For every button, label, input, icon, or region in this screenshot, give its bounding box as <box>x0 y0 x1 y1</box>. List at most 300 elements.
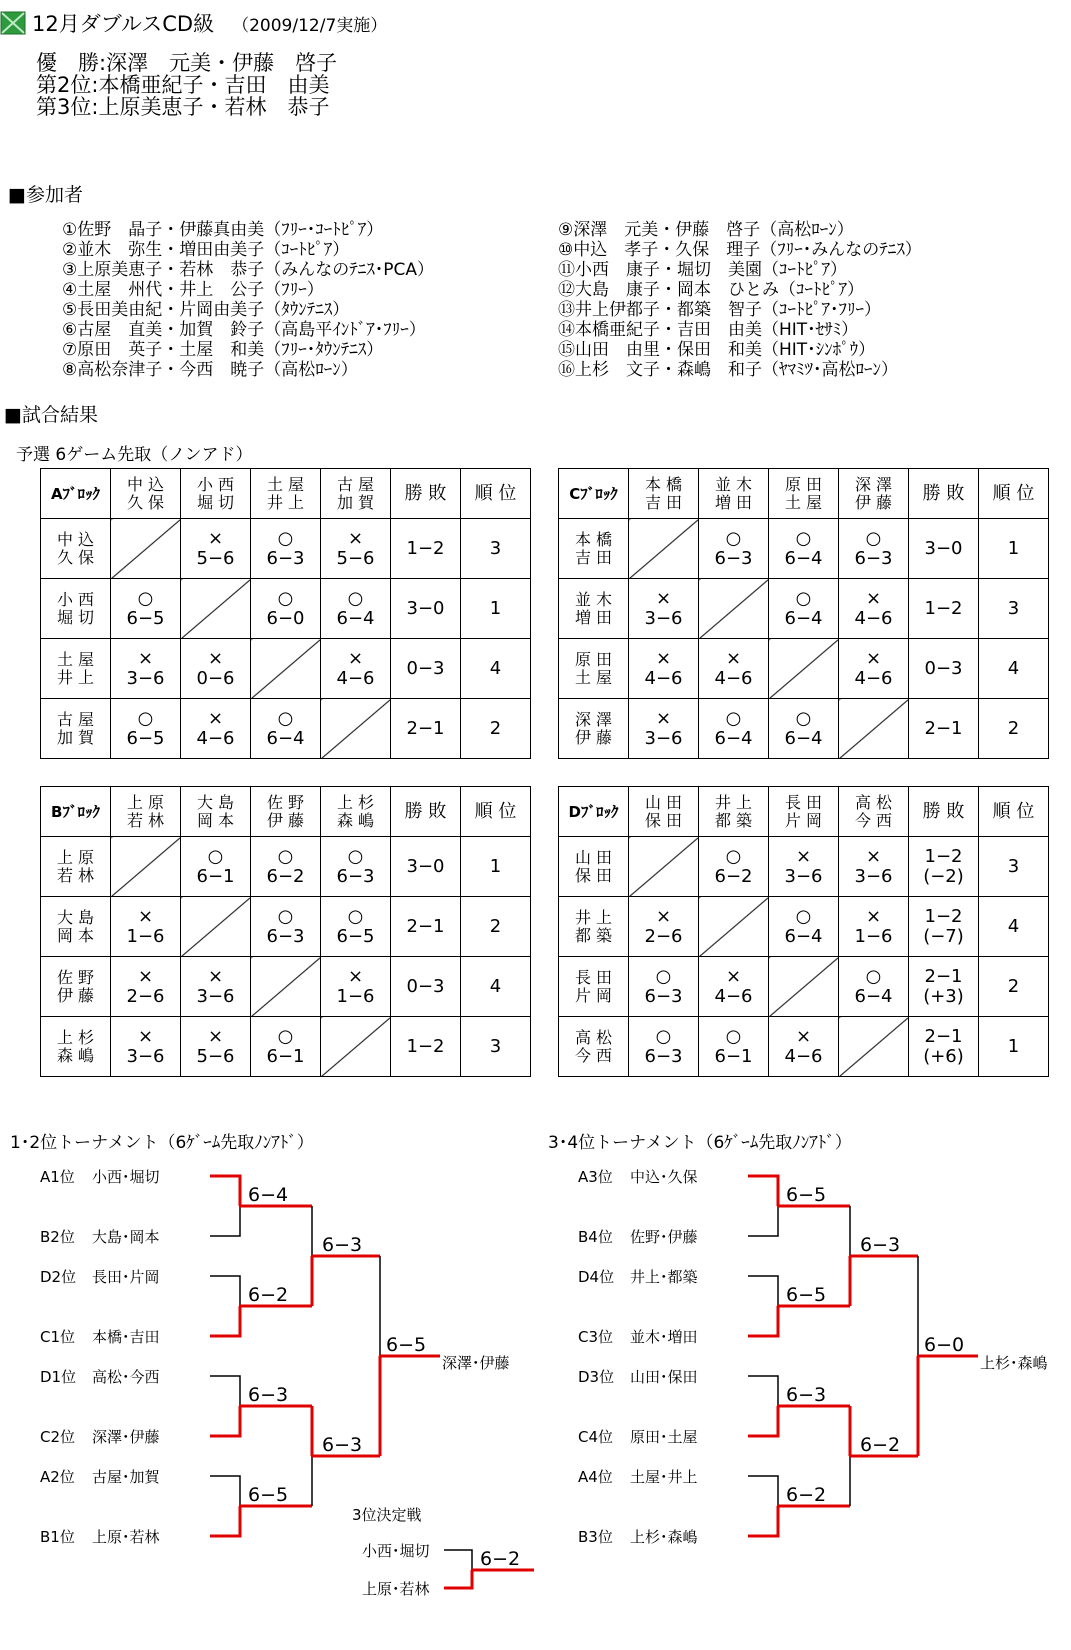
match-score: 6−5 <box>336 925 375 947</box>
team-member: 井 上 <box>56 667 95 687</box>
entry-team: 古屋･加賀 <box>92 1468 160 1486</box>
team-member: 今 西 <box>854 810 893 830</box>
team-member: 中 込 <box>126 474 165 494</box>
entry-team: 長田･片岡 <box>92 1268 160 1286</box>
entry-team: 大島･岡本 <box>92 1228 160 1246</box>
block-name: Cﾌﾞﾛｯｸ <box>559 469 629 519</box>
winloss-value: (−7) <box>923 925 964 947</box>
match-score: 6−3 <box>644 985 683 1007</box>
participant: ⑪小西 康子・堀切 美園（ｺｰﾄﾋﾟｱ） <box>558 260 847 280</box>
team-member: 久 保 <box>126 492 165 512</box>
match-score: 6−3 <box>336 865 375 887</box>
team-member: 長 田 <box>574 967 613 987</box>
match-score: 6−0 <box>266 607 305 629</box>
bracket-line <box>210 1176 240 1206</box>
result-mark: × <box>865 587 882 609</box>
match-score: 6−4 <box>784 547 823 569</box>
rank-cell: 1 <box>979 519 1049 579</box>
rank-cell: 2 <box>461 897 531 957</box>
seed-label: A3位 <box>578 1168 613 1186</box>
result-mark: ○ <box>207 845 224 867</box>
team-member: 古 屋 <box>56 709 95 729</box>
match-score: 1−6 <box>126 925 165 947</box>
bracket-line <box>210 1206 240 1236</box>
rank-cell: 1 <box>979 1017 1049 1077</box>
result-mark: × <box>655 647 672 669</box>
entry-team: 中込･久保 <box>630 1168 698 1186</box>
participants-heading: ■参加者 <box>8 184 83 206</box>
rank-header: 順 位 <box>461 787 531 837</box>
entry-team: 佐野･伊藤 <box>630 1228 698 1246</box>
team-member: 並 木 <box>714 474 753 494</box>
team-member: 高 松 <box>854 792 893 812</box>
match-score: 5−6 <box>196 1045 235 1067</box>
seed-label: A1位 <box>40 1168 75 1186</box>
match-score: 6−4 <box>266 727 305 749</box>
participant: ⑭本橋亜紀子・吉田 由美（HIT･ｾｻﾐ） <box>558 320 859 340</box>
match-score: 6−3 <box>854 547 893 569</box>
winloss-value: 1−2 <box>924 845 963 867</box>
result-mark: ○ <box>347 587 364 609</box>
seed-label: C4位 <box>578 1428 614 1446</box>
rank-cell: 2 <box>979 957 1049 1017</box>
third-place-label: 3位決定戦 <box>352 1506 422 1524</box>
tournament-34-title: 3･4位トーナメント（6ｹﾞｰﾑ先取ﾉﾝｱﾄﾞ） <box>548 1133 852 1153</box>
team-member: 森 嶋 <box>336 810 375 830</box>
match-score: 6−2 <box>248 1284 289 1306</box>
third-place-score: 6−2 <box>480 1548 521 1570</box>
result-mark: ○ <box>277 905 294 927</box>
result-mark: × <box>725 965 742 987</box>
entry-team: 本橋･吉田 <box>92 1328 160 1346</box>
winner-names: 上原美恵子・若林 恭子 <box>98 95 330 119</box>
match-score: 4−6 <box>196 727 235 749</box>
match-score: 6−3 <box>786 1384 827 1406</box>
winloss-value: 0−3 <box>924 657 963 679</box>
result-mark: ○ <box>795 587 812 609</box>
bracket-line <box>210 1376 240 1406</box>
participant: ⑮山田 由里・保田 和美（HIT･ｼﾝﾎﾟｳ） <box>558 340 876 360</box>
result-mark: ○ <box>725 527 742 549</box>
team-member: 中 込 <box>56 529 95 549</box>
team-member: 加 賀 <box>56 727 95 747</box>
rank-cell: 4 <box>461 957 531 1017</box>
participant: ⑬井上伊都子・都築 智子（ｺｰﾄﾋﾟｱ･ﾌﾘｰ） <box>558 300 881 320</box>
rank-cell: 4 <box>979 897 1049 957</box>
result-mark: × <box>865 647 882 669</box>
team-member: 吉 田 <box>574 547 613 567</box>
winloss-value: 2−1 <box>406 717 445 739</box>
team-member: 山 田 <box>574 847 613 867</box>
result-mark: × <box>207 1025 224 1047</box>
team-member: 並 木 <box>574 589 613 609</box>
seed-label: A4位 <box>578 1468 613 1486</box>
winloss-header: 勝 敗 <box>391 469 461 519</box>
match-score: 5−6 <box>336 547 375 569</box>
team-member: 土 屋 <box>574 667 613 687</box>
result-mark: × <box>347 647 364 669</box>
team-member: 大 島 <box>56 907 95 927</box>
winloss-header: 勝 敗 <box>909 787 979 837</box>
entry-team: 原田･土屋 <box>630 1428 698 1446</box>
team-member: 小 西 <box>56 589 95 609</box>
rank-cell: 3 <box>461 1017 531 1077</box>
final-score: 6−0 <box>924 1334 965 1356</box>
seed-label: D3位 <box>578 1368 615 1386</box>
match-score: 3−6 <box>854 865 893 887</box>
rank-cell: 3 <box>979 837 1049 897</box>
team-member: 井 上 <box>266 492 305 512</box>
seed-label: B1位 <box>40 1528 75 1546</box>
team-member: 片 岡 <box>784 810 823 830</box>
team-member: 片 岡 <box>574 985 613 1005</box>
winloss-value: 2−1 <box>406 915 445 937</box>
event-date: （2009/12/7実施） <box>232 16 388 36</box>
result-mark: ○ <box>655 1025 672 1047</box>
team-member: 本 橋 <box>574 529 613 549</box>
team-member: 保 田 <box>574 865 613 885</box>
bracket-line <box>748 1176 778 1206</box>
participant: ⑧高松奈津子・今西 暁子（高松ﾛｰﾝ） <box>62 360 358 380</box>
result-mark: ○ <box>725 707 742 729</box>
winloss-value: 3−0 <box>406 855 445 877</box>
winloss-value: 1−2 <box>924 905 963 927</box>
bracket-line <box>210 1506 240 1536</box>
match-score: 6−4 <box>248 1184 289 1206</box>
team-member: 岡 本 <box>196 810 235 830</box>
seed-label: D2位 <box>40 1268 77 1286</box>
match-score: 6−1 <box>714 1045 753 1067</box>
match-score: 6−3 <box>266 925 305 947</box>
team-member: 伊 藤 <box>574 727 613 747</box>
team-member: 原 田 <box>574 649 613 669</box>
rank-cell: 1 <box>461 837 531 897</box>
entry-team: 山田･保田 <box>630 1368 698 1386</box>
match-score: 6−4 <box>336 607 375 629</box>
entry-team: 土屋･井上 <box>630 1468 698 1486</box>
result-mark: × <box>655 905 672 927</box>
seed-label: B3位 <box>578 1528 613 1546</box>
team-member: 伊 藤 <box>56 985 95 1005</box>
match-score: 6−3 <box>322 1234 363 1256</box>
result-mark: ○ <box>865 965 882 987</box>
rank-cell: 2 <box>461 699 531 759</box>
team-member: 山 田 <box>644 792 683 812</box>
winloss-value: 1−2 <box>406 1035 445 1057</box>
rank-header: 順 位 <box>461 469 531 519</box>
team-member: 土 屋 <box>56 649 95 669</box>
match-score: 3−6 <box>126 667 165 689</box>
match-score: 6−5 <box>126 607 165 629</box>
result-mark: × <box>655 707 672 729</box>
team-member: 長 田 <box>784 792 823 812</box>
team-member: 井 上 <box>574 907 613 927</box>
bracket-line <box>210 1476 240 1506</box>
match-score: 3−6 <box>126 1045 165 1067</box>
team-member: 高 松 <box>574 1027 613 1047</box>
match-score: 6−5 <box>126 727 165 749</box>
prelim-label: 予選 6ゲーム先取（ノンアド） <box>16 445 253 465</box>
result-mark: ○ <box>277 1025 294 1047</box>
match-score: 6−3 <box>860 1234 901 1256</box>
match-score: 6−5 <box>786 1284 827 1306</box>
match-score: 6−4 <box>714 727 753 749</box>
tournament-12-title: 1･2位トーナメント（6ｹﾞｰﾑ先取ﾉﾝｱﾄﾞ） <box>10 1133 314 1153</box>
match-score: 6−4 <box>854 985 893 1007</box>
result-mark: ○ <box>347 905 364 927</box>
rank-cell: 2 <box>979 699 1049 759</box>
winner-row: 第3位:上原美恵子・若林 恭子 <box>36 95 330 119</box>
bracket-line <box>748 1506 778 1536</box>
team-member: 増 田 <box>714 492 753 512</box>
winloss-value: 0−3 <box>406 657 445 679</box>
match-score: 4−6 <box>854 607 893 629</box>
match-score: 6−3 <box>248 1384 289 1406</box>
team-member: 都 築 <box>574 925 613 945</box>
team-member: 上 杉 <box>336 792 375 812</box>
winloss-value: (−2) <box>923 865 964 887</box>
entry-team: 井上･都築 <box>630 1268 698 1286</box>
results-heading: ■試合結果 <box>4 404 98 426</box>
match-score: 6−3 <box>266 547 305 569</box>
winloss-value: 2−1 <box>924 1025 963 1047</box>
result-mark: × <box>137 647 154 669</box>
match-score: 4−6 <box>644 667 683 689</box>
participant: ⑤長田美由紀・片岡由美子（ﾀｳﾝﾃﾆｽ） <box>62 300 350 320</box>
match-score: 6−5 <box>786 1184 827 1206</box>
result-mark: ○ <box>137 707 154 729</box>
bracket-line <box>444 1570 472 1588</box>
result-mark: × <box>207 527 224 549</box>
match-score: 3−6 <box>644 607 683 629</box>
team-member: 土 屋 <box>784 492 823 512</box>
match-score: 5−6 <box>196 547 235 569</box>
match-score: 6−3 <box>644 1045 683 1067</box>
winloss-value: (+3) <box>923 985 964 1007</box>
team-member: 若 林 <box>126 810 165 830</box>
bracket-line <box>748 1206 778 1236</box>
team-member: 森 嶋 <box>56 1045 95 1065</box>
champion-team: 深澤･伊藤 <box>442 1354 510 1372</box>
match-score: 4−6 <box>714 985 753 1007</box>
winner-rank: 第3位 <box>36 95 92 119</box>
result-mark: × <box>137 965 154 987</box>
rank-header: 順 位 <box>979 469 1049 519</box>
match-score: 4−6 <box>784 1045 823 1067</box>
team-member: 上 原 <box>56 847 95 867</box>
winloss-value: 3−0 <box>406 597 445 619</box>
participant: ⑥古屋 直美・加賀 鈴子（高島平ｲﾝﾄﾞｱ･ﾌﾘｰ） <box>62 320 426 340</box>
winloss-header: 勝 敗 <box>909 469 979 519</box>
team-member: 加 賀 <box>336 492 375 512</box>
result-mark: ○ <box>347 845 364 867</box>
match-score: 6−3 <box>714 547 753 569</box>
winner-names: 深澤 元美・伊藤 啓子 <box>106 51 338 75</box>
result-mark: ○ <box>795 707 812 729</box>
team-member: 堀 切 <box>56 607 95 627</box>
seed-label: D1位 <box>40 1368 77 1386</box>
entry-team: 高松･今西 <box>92 1368 160 1386</box>
participant: ⑨深澤 元美・伊藤 啓子（高松ﾛｰﾝ） <box>558 220 854 240</box>
bracket-line <box>748 1476 778 1506</box>
result-mark: × <box>207 707 224 729</box>
result-mark: × <box>137 905 154 927</box>
team-member: 上 原 <box>126 792 165 812</box>
participant: ⑯上杉 文子・森嶋 和子（ﾔﾏﾐﾂ･高松ﾛｰﾝ） <box>558 360 898 380</box>
match-score: 2−6 <box>126 985 165 1007</box>
bracket-line <box>748 1306 778 1336</box>
participant: ④土屋 州代・井上 公子（ﾌﾘｰ） <box>62 280 324 300</box>
participant: ⑫大島 康子・岡本 ひとみ（ｺｰﾄﾋﾟｱ） <box>558 280 864 300</box>
match-score: 6−4 <box>784 607 823 629</box>
team-member: 都 築 <box>714 810 753 830</box>
match-score: 4−6 <box>714 667 753 689</box>
winner-row: 第2位:本橋亜紀子・吉田 由美 <box>36 73 330 97</box>
block-name: Bﾌﾞﾛｯｸ <box>41 787 111 837</box>
team-member: 岡 本 <box>56 925 95 945</box>
rank-cell: 4 <box>979 639 1049 699</box>
final-score: 6−5 <box>386 1334 427 1356</box>
match-score: 6−4 <box>784 925 823 947</box>
rank-cell: 3 <box>461 519 531 579</box>
bracket-line <box>748 1406 778 1436</box>
team-member: 伊 藤 <box>854 492 893 512</box>
result-mark: ○ <box>655 965 672 987</box>
match-score: 6−2 <box>786 1484 827 1506</box>
entry-team: 深澤･伊藤 <box>92 1428 160 1446</box>
seed-label: C1位 <box>40 1328 76 1346</box>
seed-label: A2位 <box>40 1468 75 1486</box>
winloss-value: (+6) <box>923 1045 964 1067</box>
winloss-value: 1−2 <box>924 597 963 619</box>
team-member: 本 橋 <box>644 474 683 494</box>
match-score: 6−1 <box>266 1045 305 1067</box>
team-member: 深 澤 <box>854 474 893 494</box>
champion-team: 上杉･森嶋 <box>980 1354 1048 1372</box>
match-score: 6−3 <box>322 1434 363 1456</box>
match-score: 6−1 <box>196 865 235 887</box>
block-name: Aﾌﾞﾛｯｸ <box>41 469 111 519</box>
result-mark: ○ <box>865 527 882 549</box>
team-member: 土 屋 <box>266 474 305 494</box>
team-member: 佐 野 <box>266 792 305 812</box>
match-score: 3−6 <box>644 727 683 749</box>
result-mark: ○ <box>277 845 294 867</box>
bracket-line <box>444 1550 472 1570</box>
match-score: 4−6 <box>336 667 375 689</box>
entry-team: 上原･若林 <box>92 1528 160 1546</box>
match-score: 6−2 <box>714 865 753 887</box>
result-mark: ○ <box>137 587 154 609</box>
winner-names: 本橋亜紀子・吉田 由美 <box>98 73 330 97</box>
result-mark: ○ <box>725 845 742 867</box>
match-score: 6−2 <box>860 1434 901 1456</box>
result-mark: × <box>207 965 224 987</box>
match-score: 3−6 <box>784 865 823 887</box>
participant: ①佐野 晶子・伊藤真由美（ﾌﾘｰ･ｺｰﾄﾋﾟｱ） <box>62 220 384 240</box>
team-member: 上 杉 <box>56 1027 95 1047</box>
bracket-line <box>748 1276 778 1306</box>
team-member: 堀 切 <box>196 492 235 512</box>
bracket-line <box>748 1376 778 1406</box>
participant: ③上原美恵子・若林 恭子（みんなのﾃﾆｽ･PCA） <box>62 260 434 280</box>
winloss-value: 1−2 <box>406 537 445 559</box>
result-mark: × <box>865 845 882 867</box>
result-mark: × <box>865 905 882 927</box>
team-member: 伊 藤 <box>266 810 305 830</box>
team-member: 原 田 <box>784 474 823 494</box>
winloss-value: 2−1 <box>924 717 963 739</box>
result-mark: ○ <box>277 527 294 549</box>
winloss-value: 0−3 <box>406 975 445 997</box>
rank-cell: 3 <box>979 579 1049 639</box>
third-place-team: 上原･若林 <box>362 1580 430 1598</box>
bracket-line <box>210 1306 240 1336</box>
team-member: 吉 田 <box>644 492 683 512</box>
result-mark: × <box>795 1025 812 1047</box>
winner-rank: 第2位 <box>36 73 92 97</box>
result-mark: ○ <box>795 527 812 549</box>
entry-team: 並木･増田 <box>630 1328 698 1346</box>
participant: ⑩中込 孝子・久保 理子（ﾌﾘｰ･みんなのﾃﾆｽ） <box>558 240 922 260</box>
seed-label: B2位 <box>40 1228 75 1246</box>
result-mark: × <box>795 845 812 867</box>
entry-team: 小西･堀切 <box>92 1168 160 1186</box>
winloss-value: 2−1 <box>924 965 963 987</box>
result-mark: × <box>347 527 364 549</box>
result-mark: ○ <box>277 587 294 609</box>
match-score: 1−6 <box>336 985 375 1007</box>
seed-label: B4位 <box>578 1228 613 1246</box>
team-member: 久 保 <box>56 547 95 567</box>
team-member: 増 田 <box>574 607 613 627</box>
match-score: 1−6 <box>854 925 893 947</box>
result-mark: × <box>347 965 364 987</box>
winner-row: 優 勝:深澤 元美・伊藤 啓子 <box>36 51 338 75</box>
rank-cell: 1 <box>461 579 531 639</box>
team-member: 保 田 <box>644 810 683 830</box>
result-mark: × <box>655 587 672 609</box>
match-score: 6−5 <box>248 1484 289 1506</box>
entry-team: 上杉･森嶋 <box>630 1528 698 1546</box>
participant: ⑦原田 英子・土屋 和美（ﾌﾘｰ･ﾀｳﾝﾃﾆｽ） <box>62 340 384 360</box>
match-score: 4−6 <box>854 667 893 689</box>
title-text: 12月ダブルスCD級 <box>32 12 215 36</box>
bracket-line <box>210 1276 240 1306</box>
seed-label: C3位 <box>578 1328 614 1346</box>
team-member: 深 澤 <box>574 709 613 729</box>
seed-label: C2位 <box>40 1428 76 1446</box>
winloss-header: 勝 敗 <box>391 787 461 837</box>
team-member: 古 屋 <box>336 474 375 494</box>
result-mark: × <box>725 647 742 669</box>
rank-cell: 4 <box>461 639 531 699</box>
bracket-line <box>210 1406 240 1436</box>
result-mark: ○ <box>795 905 812 927</box>
third-place-team: 小西･堀切 <box>362 1542 430 1560</box>
team-member: 大 島 <box>196 792 235 812</box>
result-mark: × <box>137 1025 154 1047</box>
result-mark: ○ <box>725 1025 742 1047</box>
team-member: 今 西 <box>574 1045 613 1065</box>
result-mark: ○ <box>277 707 294 729</box>
match-score: 6−4 <box>784 727 823 749</box>
rank-header: 順 位 <box>979 787 1049 837</box>
team-member: 小 西 <box>196 474 235 494</box>
participant: ②並木 弥生・増田由美子（ｺｰﾄﾋﾟｱ） <box>62 240 350 260</box>
team-member: 井 上 <box>714 792 753 812</box>
block-name: Dﾌﾞﾛｯｸ <box>559 787 629 837</box>
